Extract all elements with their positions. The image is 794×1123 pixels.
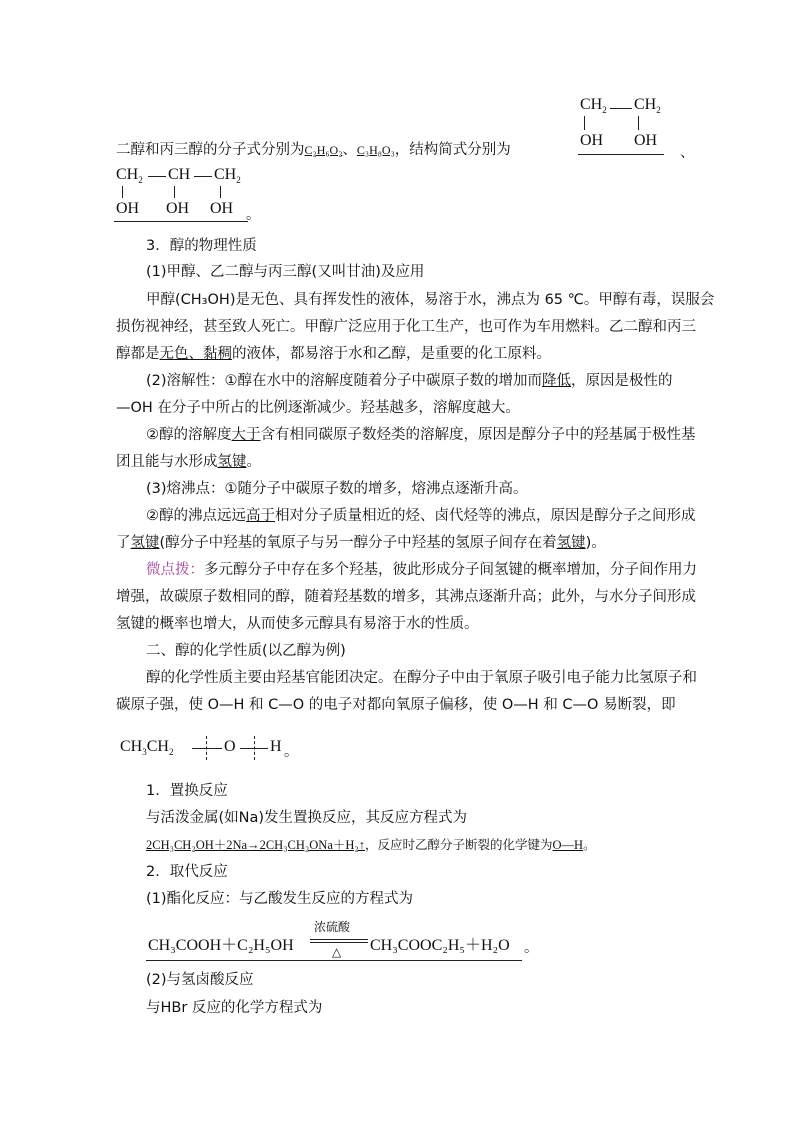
paragraph-line: 甲醇(CH₃OH)是无色、具有挥发性的液体，易溶于水，沸点为 65 ℃。甲醇有毒，误服会 bbox=[146, 292, 715, 308]
ethylene-glycol-structure: $CH_2$ $CH_2$ OH OH bbox=[578, 96, 678, 160]
paragraph-line: ②醇的溶解度大于含有相同碳原子数烃类的溶解度，原因是醇分子中的羟基属于极性基 bbox=[146, 427, 696, 443]
paragraph-line: ②醇的沸点远远高于相对分子质量相近的烃、卤代烃等的沸点，原因是醇分子之间形成 bbox=[146, 508, 696, 524]
paragraph-line: (3)熔沸点：①随分子中碳原子数的增多，熔沸点逐渐升高。 bbox=[146, 481, 528, 497]
paragraph-line: 损伤视神经，甚至致人死亡。甲醇广泛应用于化工生产，也可作为车用燃料。乙二醇和丙三 bbox=[116, 319, 696, 335]
subheading: (2)与氢卤酸反应 bbox=[146, 972, 254, 988]
period: 。 bbox=[246, 207, 261, 223]
reaction-equation-line: 2CH₃CH₂OH＋2Na→2CH₃CH₂ONa＋H₂↑，反应时乙醇分子断裂的化学键为O—H。 bbox=[146, 837, 596, 852]
tip-line: 微点拨：多元醇分子中存在多个羟基，彼此形成分子间氢键的概率增加，分子间作用力 bbox=[146, 562, 697, 578]
formula-line: 二醇和丙三醇的分子式分别为C₂H₆O₂、C₃H₈O₃，结构简式分别为 bbox=[116, 142, 511, 158]
equation: 2CH₃CH₂OH＋2Na→2CH₃CH₂ONa＋H₂↑ bbox=[146, 838, 366, 852]
paragraph-line: 了氢键(醇分子中羟基的氧原子与另一醇分子中羟基的氢原子间存在着氢键)。 bbox=[116, 535, 606, 551]
paragraph-line: (2)溶解性：①醇在水中的溶解度随着分子中碳原子数的增加而降低，原因是极性的 bbox=[146, 373, 673, 389]
subheading: (1)酯化反应：与乙酸发生反应的方程式为 bbox=[146, 891, 414, 907]
tip-line: 增强，故碳原子数相同的醇，随着羟基数的增多，其沸点逐渐升高；此外，与水分子间形成 bbox=[116, 589, 696, 605]
paragraph-line: 与HBr 反应的化学方程式为 bbox=[146, 1000, 323, 1016]
tip-label: 微点拨： bbox=[146, 562, 204, 578]
reaction-heading-1: 1．置换反应 bbox=[146, 783, 228, 799]
glycerol-structure: $CH_2$ CH $CH_2$ OH OH OH bbox=[114, 164, 254, 224]
paragraph-line: 醇都是无色、黏稠的液体，都易溶于水和乙醇，是重要的化工原料。 bbox=[116, 346, 551, 362]
section-heading-3: 3．醇的物理性质 bbox=[146, 238, 257, 254]
reaction-heading-2: 2．取代反应 bbox=[146, 864, 228, 880]
paragraph-line: —OH 在分子中所占的比例逐渐减少。羟基越多，溶解度越大。 bbox=[116, 400, 520, 416]
separator: 、 bbox=[680, 145, 695, 161]
paragraph-line: 碳原子强，使 O—H 和 C—O 的电子对都向氧原子偏移，使 O—H 和 C—O 易断裂，即 bbox=[116, 697, 676, 713]
tip-line: 氢键的概率也增大，从而使多元醇具有易溶于水的性质。 bbox=[116, 616, 479, 632]
paragraph-line: 团且能与水形成氢键。 bbox=[116, 454, 261, 470]
esterification-equation: CH₃COOH＋C₂H₅OH 浓硫酸 △ CH₃COOC₂H₅＋H₂O 。 bbox=[148, 920, 539, 959]
section-heading-2: 二、醇的化学性质(以乙醇为例) bbox=[146, 643, 346, 659]
subheading-1: (1)甲醇、乙二醇与丙三醇(又叫甘油)及应用 bbox=[146, 264, 425, 280]
paragraph-line: 醇的化学性质主要由羟基官能团决定。在醇分子中由于氧原子吸引电子能力比氢原子和 bbox=[146, 670, 697, 686]
ethanol-bond-diagram: $CH_3CH_2$ O H 。 bbox=[120, 738, 299, 760]
paragraph-line: 与活泼金属(如Na)发生置换反应，其反应方程式为 bbox=[146, 810, 468, 826]
